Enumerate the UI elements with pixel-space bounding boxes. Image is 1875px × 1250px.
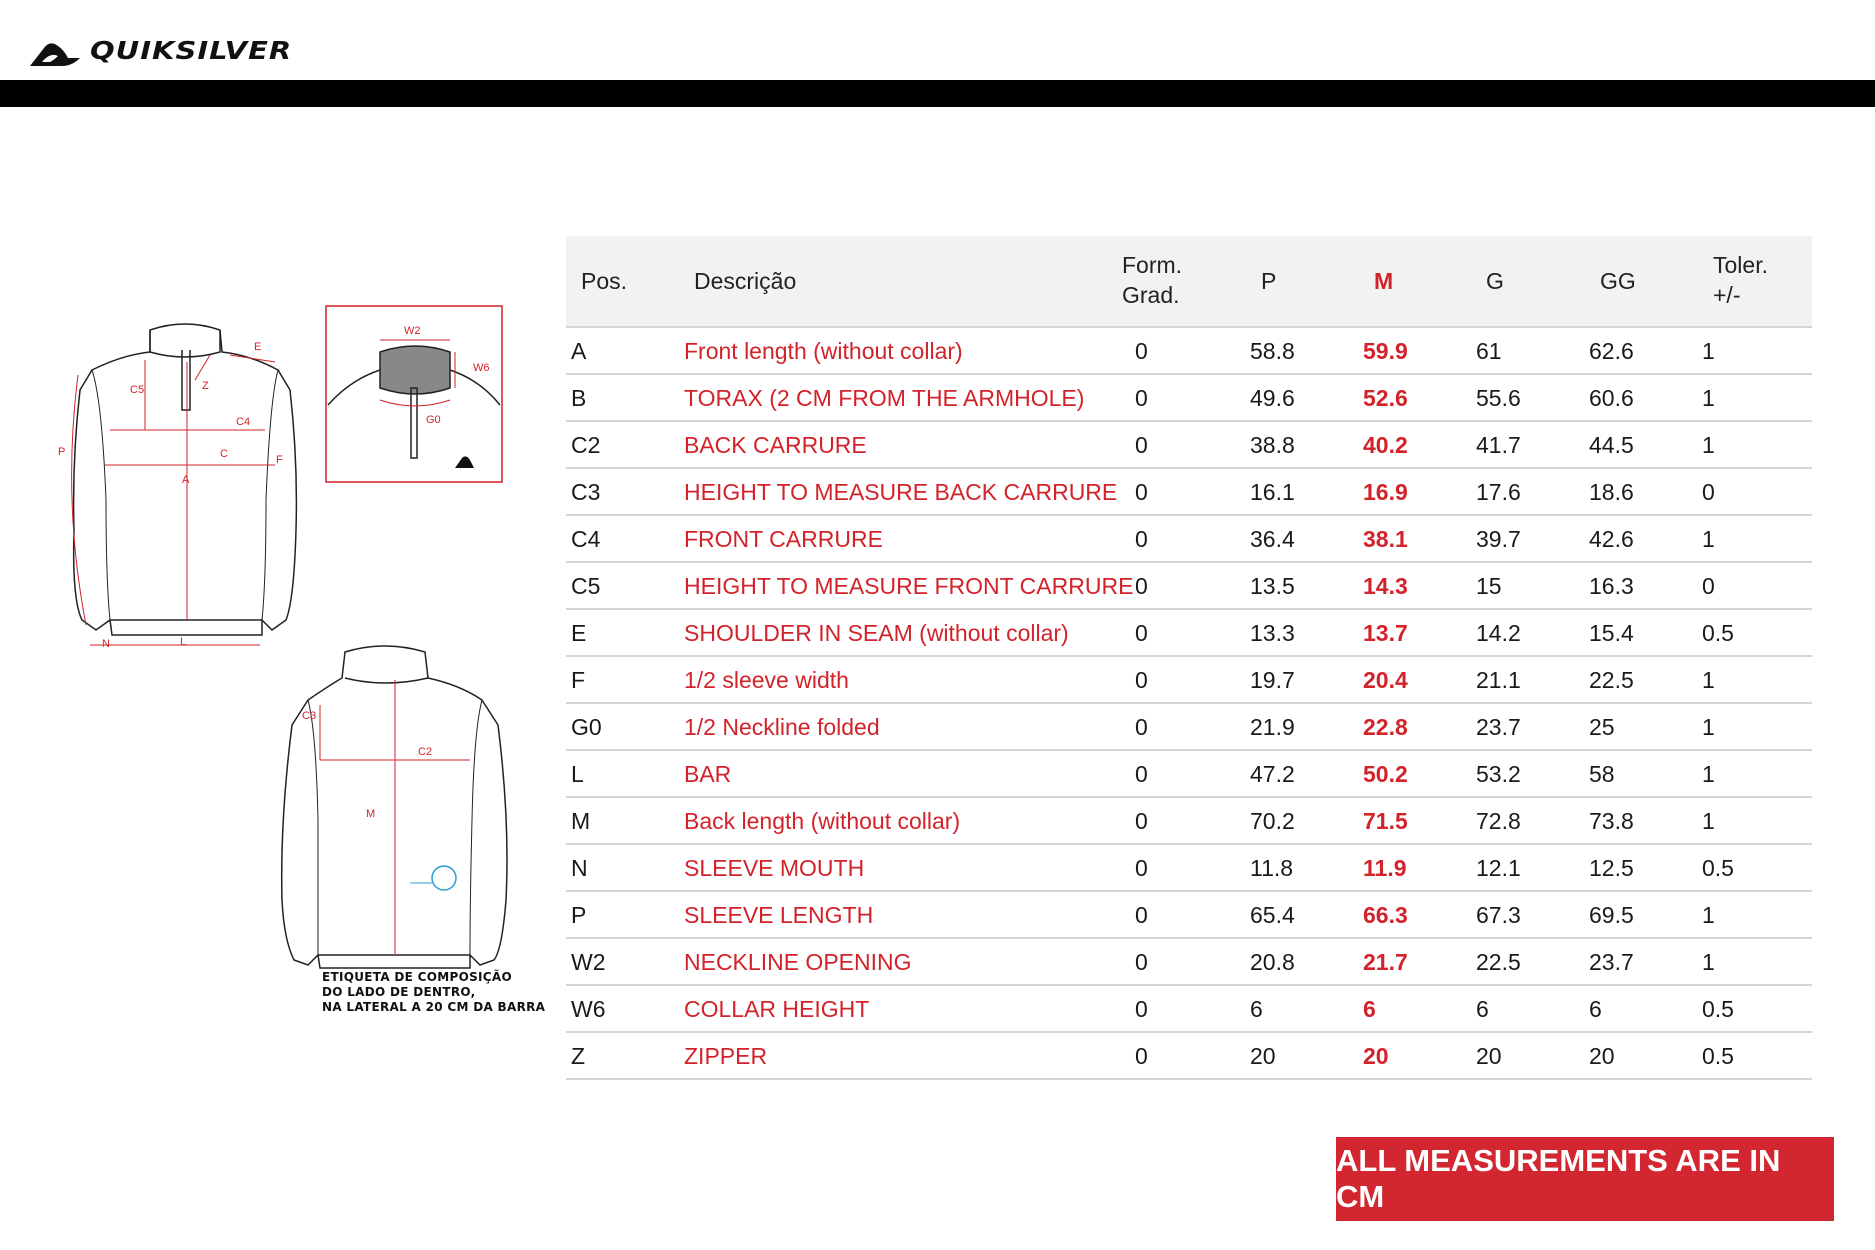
cell-gg: 6	[1589, 996, 1602, 1022]
header-pos: Pos.	[581, 268, 628, 294]
cell-tol: 0.5	[1702, 620, 1734, 646]
table-row	[566, 610, 1812, 657]
table-row	[566, 704, 1812, 751]
header-p: P	[1261, 268, 1277, 294]
header-desc: Descrição	[694, 268, 797, 294]
table-row	[566, 751, 1812, 798]
cell-desc: NECKLINE OPENING	[684, 949, 912, 975]
label-g0: G0	[426, 414, 441, 426]
cell-grad: 0	[1135, 432, 1148, 458]
cell-p: 11.8	[1250, 855, 1294, 881]
cell-grad: 0	[1135, 1043, 1148, 1069]
table-row	[566, 516, 1812, 563]
cell-m: 50.2	[1363, 761, 1408, 787]
label-c: C	[220, 448, 228, 460]
cell-gg: 69.5	[1589, 902, 1634, 928]
cell-p: 6	[1250, 996, 1263, 1022]
cell-desc: Back length (without collar)	[684, 808, 961, 834]
cell-pos: G0	[571, 714, 602, 740]
cell-tol: 1	[1702, 714, 1715, 740]
cell-grad: 0	[1135, 949, 1148, 975]
cell-gg: 62.6	[1589, 338, 1634, 364]
cell-grad: 0	[1135, 902, 1148, 928]
cell-p: 49.6	[1250, 385, 1295, 411]
label-a: A	[182, 474, 190, 486]
cell-m: 22.8	[1363, 714, 1408, 740]
cell-m: 21.7	[1363, 949, 1408, 975]
header-m: M	[1374, 268, 1394, 294]
cell-m: 38.1	[1363, 526, 1408, 552]
cell-p: 19.7	[1250, 667, 1295, 693]
header-grad-line2: Grad.	[1122, 282, 1180, 308]
cell-pos: N	[571, 855, 588, 881]
cell-desc: Front length (without collar)	[684, 338, 963, 364]
cell-p: 13.3	[1250, 620, 1295, 646]
caption-line-2: DO LADO DE DENTRO,	[322, 985, 476, 999]
cell-g: 23.7	[1476, 714, 1521, 740]
cell-gg: 15.4	[1589, 620, 1634, 646]
table-header	[566, 236, 1812, 328]
label-c5: C5	[130, 384, 145, 396]
cell-p: 21.9	[1250, 714, 1295, 740]
brand-logo	[28, 36, 308, 70]
table-row	[566, 657, 1812, 704]
cell-grad: 0	[1135, 667, 1148, 693]
cell-m: 71.5	[1363, 808, 1408, 834]
cell-desc: ZIPPER	[684, 1043, 768, 1069]
table-row	[566, 469, 1812, 516]
cell-desc: TORAX (2 CM FROM THE ARMHOLE)	[684, 385, 1085, 411]
label-c4: C4	[236, 416, 251, 428]
cell-g: 15	[1476, 573, 1502, 599]
cell-gg: 42.6	[1589, 526, 1634, 552]
cell-grad: 0	[1135, 526, 1148, 552]
cell-m: 59.9	[1363, 338, 1408, 364]
cell-pos: C3	[571, 479, 601, 505]
table-row	[566, 986, 1812, 1033]
cell-g: 61	[1476, 338, 1502, 364]
cell-p: 70.2	[1250, 808, 1295, 834]
cell-g: 22.5	[1476, 949, 1521, 975]
cell-g: 6	[1476, 996, 1489, 1022]
table-row	[566, 1033, 1812, 1080]
brand-name: QUIKSILVER	[90, 36, 293, 65]
cell-m: 20.4	[1363, 667, 1408, 693]
table-row	[566, 939, 1812, 986]
cell-tol: 0	[1702, 479, 1715, 505]
garment-drawings	[50, 300, 530, 1040]
table-row	[566, 798, 1812, 845]
cell-tol: 1	[1702, 385, 1715, 411]
cell-desc: FRONT CARRURE	[684, 526, 883, 552]
cell-p: 16.1	[1250, 479, 1295, 505]
cell-m: 66.3	[1363, 902, 1408, 928]
cell-gg: 20	[1589, 1043, 1615, 1069]
cell-gg: 12.5	[1589, 855, 1634, 881]
cell-tol: 1	[1702, 761, 1715, 787]
cell-desc: COLLAR HEIGHT	[684, 996, 870, 1022]
cell-pos: F	[571, 667, 586, 693]
label-c3: C3	[302, 710, 317, 722]
cell-gg: 25	[1589, 714, 1615, 740]
cell-g: 53.2	[1476, 761, 1521, 787]
cell-gg: 73.8	[1589, 808, 1634, 834]
cell-grad: 0	[1135, 808, 1148, 834]
cell-grad: 0	[1135, 761, 1148, 787]
cell-grad: 0	[1135, 996, 1148, 1022]
cell-tol: 0.5	[1702, 996, 1734, 1022]
cell-gg: 18.6	[1589, 479, 1634, 505]
header-tol-line2: +/-	[1713, 282, 1741, 308]
cell-g: 39.7	[1476, 526, 1521, 552]
cell-grad: 0	[1135, 338, 1148, 364]
cell-tol: 1	[1702, 667, 1715, 693]
cell-gg: 44.5	[1589, 432, 1634, 458]
cell-tol: 1	[1702, 808, 1715, 834]
table-row	[566, 563, 1812, 610]
cell-pos: B	[571, 385, 587, 411]
cell-m: 6	[1363, 996, 1376, 1022]
cell-pos: E	[571, 620, 587, 646]
cell-g: 17.6	[1476, 479, 1521, 505]
cell-tol: 0	[1702, 573, 1715, 599]
cell-pos: C5	[571, 573, 601, 599]
cell-p: 38.8	[1250, 432, 1295, 458]
cell-desc: BAR	[684, 761, 732, 787]
cell-tol: 1	[1702, 526, 1715, 552]
caption-line-1: ETIQUETA DE COMPOSIÇÃO	[322, 970, 512, 984]
cell-desc: HEIGHT TO MEASURE BACK CARRURE	[684, 479, 1118, 505]
header-grad-line1: Form.	[1122, 252, 1183, 278]
cell-g: 41.7	[1476, 432, 1521, 458]
cell-m: 14.3	[1363, 573, 1408, 599]
cell-p: 13.5	[1250, 573, 1295, 599]
cell-p: 47.2	[1250, 761, 1295, 787]
cell-desc: SLEEVE LENGTH	[684, 902, 874, 928]
cell-desc: SLEEVE MOUTH	[684, 855, 865, 881]
cell-tol: 1	[1702, 432, 1715, 458]
cell-gg: 60.6	[1589, 385, 1634, 411]
table-body	[566, 328, 1812, 1080]
cell-pos: L	[571, 761, 584, 787]
cell-pos: Z	[571, 1043, 586, 1069]
wave-mountain-icon	[28, 36, 88, 70]
cell-gg: 16.3	[1589, 573, 1634, 599]
units-notice: ALL MEASUREMENTS ARE IN CM	[1336, 1137, 1834, 1221]
cell-tol: 0.5	[1702, 855, 1734, 881]
cell-pos: W2	[571, 949, 606, 975]
cell-m: 20	[1363, 1043, 1389, 1069]
cell-tol: 1	[1702, 949, 1715, 975]
cell-grad: 0	[1135, 385, 1148, 411]
cell-g: 21.1	[1476, 667, 1521, 693]
table-row	[566, 375, 1812, 422]
cell-gg: 23.7	[1589, 949, 1634, 975]
label-w6: W6	[473, 362, 490, 374]
label-l: L	[180, 636, 187, 648]
cell-g: 55.6	[1476, 385, 1521, 411]
table-row	[566, 328, 1812, 375]
cell-grad: 0	[1135, 620, 1148, 646]
cell-g: 20	[1476, 1043, 1502, 1069]
cell-m: 13.7	[1363, 620, 1408, 646]
header-gg: GG	[1600, 268, 1636, 294]
cell-desc: SHOULDER IN SEAM (without collar)	[684, 620, 1069, 646]
cell-g: 14.2	[1476, 620, 1521, 646]
cell-desc: HEIGHT TO MEASURE FRONT CARRURE	[684, 573, 1134, 599]
cell-gg: 58	[1589, 761, 1615, 787]
cell-gg: 22.5	[1589, 667, 1634, 693]
cell-g: 12.1	[1476, 855, 1521, 881]
label-w2: W2	[404, 325, 421, 337]
label-f: F	[276, 454, 283, 466]
cell-grad: 0	[1135, 714, 1148, 740]
table-row	[566, 892, 1812, 939]
cell-g: 67.3	[1476, 902, 1521, 928]
table-row	[566, 845, 1812, 892]
header-tol-line1: Toler.	[1713, 252, 1768, 278]
cell-m: 52.6	[1363, 385, 1408, 411]
label-c2: C2	[418, 746, 433, 758]
caption-line-3: NA LATERAL A 20 CM DA BARRA	[322, 1000, 546, 1014]
label-e: E	[254, 341, 262, 353]
cell-pos: M	[571, 808, 591, 834]
measurement-table	[566, 236, 1812, 1080]
cell-tol: 1	[1702, 338, 1715, 364]
table-row	[566, 422, 1812, 469]
label-n: N	[102, 638, 110, 650]
cell-grad: 0	[1135, 855, 1148, 881]
cell-p: 36.4	[1250, 526, 1295, 552]
label-m: M	[366, 808, 376, 820]
cell-p: 65.4	[1250, 902, 1295, 928]
header-bar	[0, 80, 1875, 107]
cell-pos: A	[571, 338, 587, 364]
cell-m: 40.2	[1363, 432, 1408, 458]
cell-tol: 0.5	[1702, 1043, 1734, 1069]
cell-desc: 1/2 sleeve width	[684, 667, 849, 693]
cell-p: 58.8	[1250, 338, 1295, 364]
cell-p: 20	[1250, 1043, 1276, 1069]
cell-desc: 1/2 Neckline folded	[684, 714, 880, 740]
cell-tol: 1	[1702, 902, 1715, 928]
composition-label-note	[322, 970, 545, 1015]
label-p: P	[58, 446, 66, 458]
cell-m: 11.9	[1363, 855, 1407, 881]
cell-grad: 0	[1135, 573, 1148, 599]
cell-pos: P	[571, 902, 587, 928]
cell-pos: W6	[571, 996, 606, 1022]
header-g: G	[1486, 268, 1504, 294]
cell-pos: C2	[571, 432, 601, 458]
cell-desc: BACK CARRURE	[684, 432, 867, 458]
cell-grad: 0	[1135, 479, 1148, 505]
cell-p: 20.8	[1250, 949, 1295, 975]
cell-m: 16.9	[1363, 479, 1408, 505]
garment-sketch	[50, 300, 530, 1040]
cell-g: 72.8	[1476, 808, 1521, 834]
label-z: Z	[202, 380, 209, 392]
cell-pos: C4	[571, 526, 601, 552]
